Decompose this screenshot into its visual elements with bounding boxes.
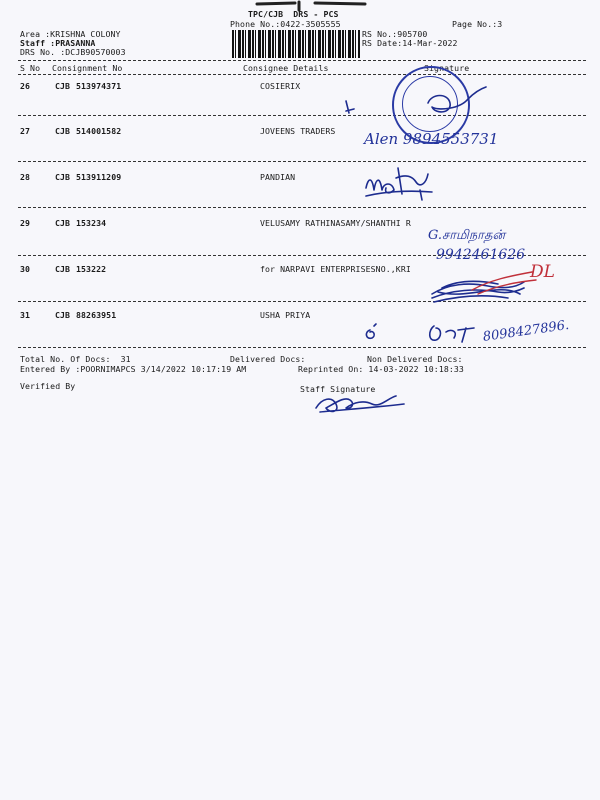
row-cjb: CJB xyxy=(55,126,71,136)
col-consignee: Consignee Details xyxy=(243,63,329,73)
staff-signature xyxy=(310,386,410,418)
row-consignment-no: 513911209 xyxy=(76,172,122,182)
verified-by: Verified By xyxy=(20,381,76,391)
phone-number: Phone No.:0422-3505555 xyxy=(230,19,341,29)
row-sno: 30 xyxy=(20,264,31,274)
sheet-title: TPC/CJB DRS - PCS xyxy=(248,9,339,19)
area-label: Area :KRISHNA COLONY xyxy=(20,29,121,39)
page-number: Page No.:3 xyxy=(452,19,503,29)
handwritten-name-row-29: G.சாமிநாதன் xyxy=(428,228,506,243)
row-sno: 31 xyxy=(20,310,31,320)
row-consignee: VELUSAMY RATHINASAMY/SHANTHI R xyxy=(260,218,411,228)
entered-by: Entered By :POORNIMAPCS 3/14/2022 10:17:19 AM xyxy=(20,364,247,374)
col-signature: Signature xyxy=(424,63,470,73)
divider xyxy=(18,207,586,208)
col-sno: S No xyxy=(20,63,41,73)
non-delivered-docs: Non Delivered Docs: xyxy=(367,354,463,364)
row-consignee: PANDIAN xyxy=(260,172,296,182)
row-consignee: USHA PRIYA xyxy=(260,310,311,320)
row-cjb: CJB xyxy=(55,81,71,91)
row-cjb: CJB xyxy=(55,264,71,274)
row-cjb: CJB xyxy=(55,218,71,228)
signature-row-26 xyxy=(340,85,490,125)
total-docs: Total No. Of Docs: 31 xyxy=(20,354,131,364)
signature-row-31 xyxy=(362,318,492,348)
row-consignee: COSIERIX xyxy=(260,81,301,91)
row-consignment-no: 514001582 xyxy=(76,126,122,136)
signature-row-28 xyxy=(362,160,442,210)
row-consignment-no: 153222 xyxy=(76,264,107,274)
rs-number: RS No.:905700 xyxy=(362,29,428,39)
row-cjb: CJB xyxy=(55,310,71,320)
staff-signature-label: Staff Signature xyxy=(300,384,376,394)
row-sno: 28 xyxy=(20,172,31,182)
rs-date: RS Date:14-Mar-2022 xyxy=(362,38,458,48)
divider xyxy=(18,60,586,61)
handwritten-phone-row-29: 9942461626 xyxy=(436,247,526,263)
divider xyxy=(18,74,586,75)
drs-number: DRS No. :DCJB90570003 xyxy=(20,47,126,57)
row-consignee: for NARPAVI ENTERPRISESNO.,KRI xyxy=(260,264,411,274)
handwritten-phone-row-31: 8098427896. xyxy=(482,317,571,345)
row-consignee: JOVEENS TRADERS xyxy=(260,126,336,136)
handwritten-phone-row-27: Alen 9894553731 xyxy=(364,130,499,148)
row-consignment-no: 88263951 xyxy=(76,310,117,320)
divider xyxy=(18,161,586,162)
row-consignment-no: 153234 xyxy=(76,218,107,228)
delivered-docs: Delivered Docs: xyxy=(230,354,306,364)
red-scribble-row-30 xyxy=(470,268,540,298)
handwritten-mark-row-30: DL xyxy=(530,262,555,282)
row-sno: 27 xyxy=(20,126,31,136)
row-sno: 29 xyxy=(20,218,31,228)
col-consignment: Consignment No xyxy=(52,63,123,73)
divider xyxy=(18,115,586,116)
staff-label: Staff :PRASANNA xyxy=(20,38,96,48)
row-cjb: CJB xyxy=(55,172,71,182)
reprinted-on: Reprinted On: 14-03-2022 10:18:33 xyxy=(298,364,464,374)
row-sno: 26 xyxy=(20,81,31,91)
barcode xyxy=(232,30,360,58)
divider xyxy=(18,347,586,348)
row-consignment-no: 513974371 xyxy=(76,81,122,91)
